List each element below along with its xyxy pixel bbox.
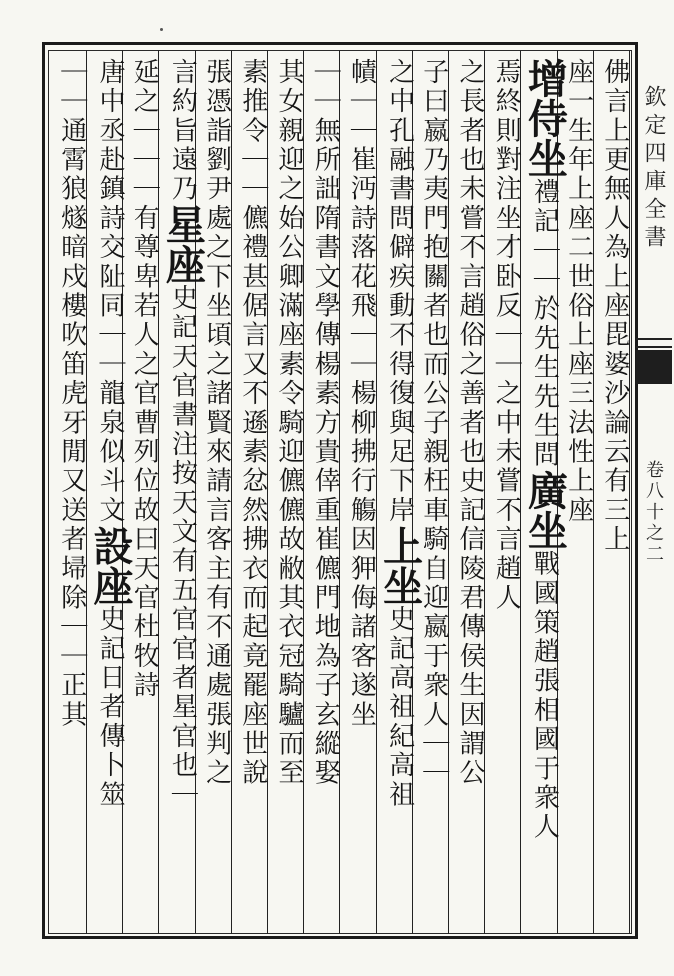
text-column (416, 58, 452, 788)
column-text: 唐中丞赴鎮詩交阯同｜｜龍泉似斗文 (95, 58, 125, 526)
column-text: 延之｜｜ (129, 58, 160, 175)
text-column (343, 58, 379, 730)
column-text: ｜｜通霄狼燧暗戍樓吹笛虎牙閒又送 (56, 58, 87, 526)
fishtail-mark (636, 338, 672, 348)
text-column (159, 58, 207, 810)
column-text: 佛言上更無人為上座毘婆沙論云有三上 (599, 58, 630, 555)
entry-heading: 設座 (87, 525, 134, 606)
column-text: 幘｜｜崔沔詩落花飛｜｜楊柳拂行觴 (346, 58, 377, 526)
text-column (521, 58, 569, 842)
text-column (307, 58, 343, 788)
column-text: 史記高祖紀高祖 (384, 605, 415, 810)
text-column (488, 58, 524, 613)
print-speck (160, 28, 163, 31)
entry-heading: 星座 (159, 204, 207, 284)
column-text: 之長者也未嘗不言趙俗之善者也史記信陵君傳侯生因謂公 (455, 58, 485, 788)
column-text: 者埽除｜｜正其 (56, 525, 87, 730)
volume-label: 卷八十之二 (643, 460, 664, 565)
text-column (376, 58, 424, 810)
column-text: 戰國策趙張相國于衆人 (529, 550, 560, 842)
text-column (452, 58, 488, 788)
column-text: 焉終則對注坐才卧反 (491, 58, 522, 321)
text-column (597, 58, 633, 554)
column-text: 之中孔融書問僻疾動不得復與足下岸 (384, 58, 415, 526)
entry-heading: 上坐 (376, 525, 424, 606)
column-text: 其女親迎之始公卿滿座素令騎迎儦儦故敝其衣冠騎驢而至 (274, 58, 304, 788)
entry-heading: 廣坐 (521, 470, 569, 550)
text-column (87, 58, 134, 810)
text-column (54, 58, 90, 730)
column-text: ｜｜之中未嘗不言趙人 (491, 320, 522, 613)
column-text: 因狎侮諸客遂坐 (346, 525, 377, 730)
text-column (271, 58, 307, 788)
column-text: ｜有尊卑若人之官曹列位故曰天官杜牧詩 (129, 174, 160, 701)
fishtail-block (636, 350, 672, 384)
column-text: 史記天官書注按天文有五官官者星官也｜ (167, 284, 198, 810)
column-text: 子曰嬴乃夷門抱關者也而公子親枉車騎自迎嬴于衆人｜｜ (418, 58, 449, 788)
column-text: 言約旨遠乃 (167, 58, 198, 204)
text-column (199, 58, 235, 788)
column-text: 素推令｜｜儦禮甚倨言又不遜素忿然拂衣而起竟罷座世說 (237, 58, 268, 788)
entry-heading: 增侍坐 (521, 58, 569, 178)
column-text: 座一生年上座二世俗上座三法性上座 (563, 58, 594, 526)
page-margin (638, 55, 672, 939)
book-title: 欽定四庫全書 (641, 85, 666, 253)
column-text: ｜｜無所詘隋書文學傳楊素方貴倖重崔儦門地為子玄縱娶 (310, 58, 341, 788)
column-text: 張憑詣劉尹處之下坐頃之諸賢來請言客主有不通處張判之 (201, 58, 232, 788)
text-column (235, 58, 271, 788)
column-text: 禮記｜｜於先生先生問 (529, 178, 560, 470)
column-text: 史記日者傳卜筮 (95, 605, 125, 810)
